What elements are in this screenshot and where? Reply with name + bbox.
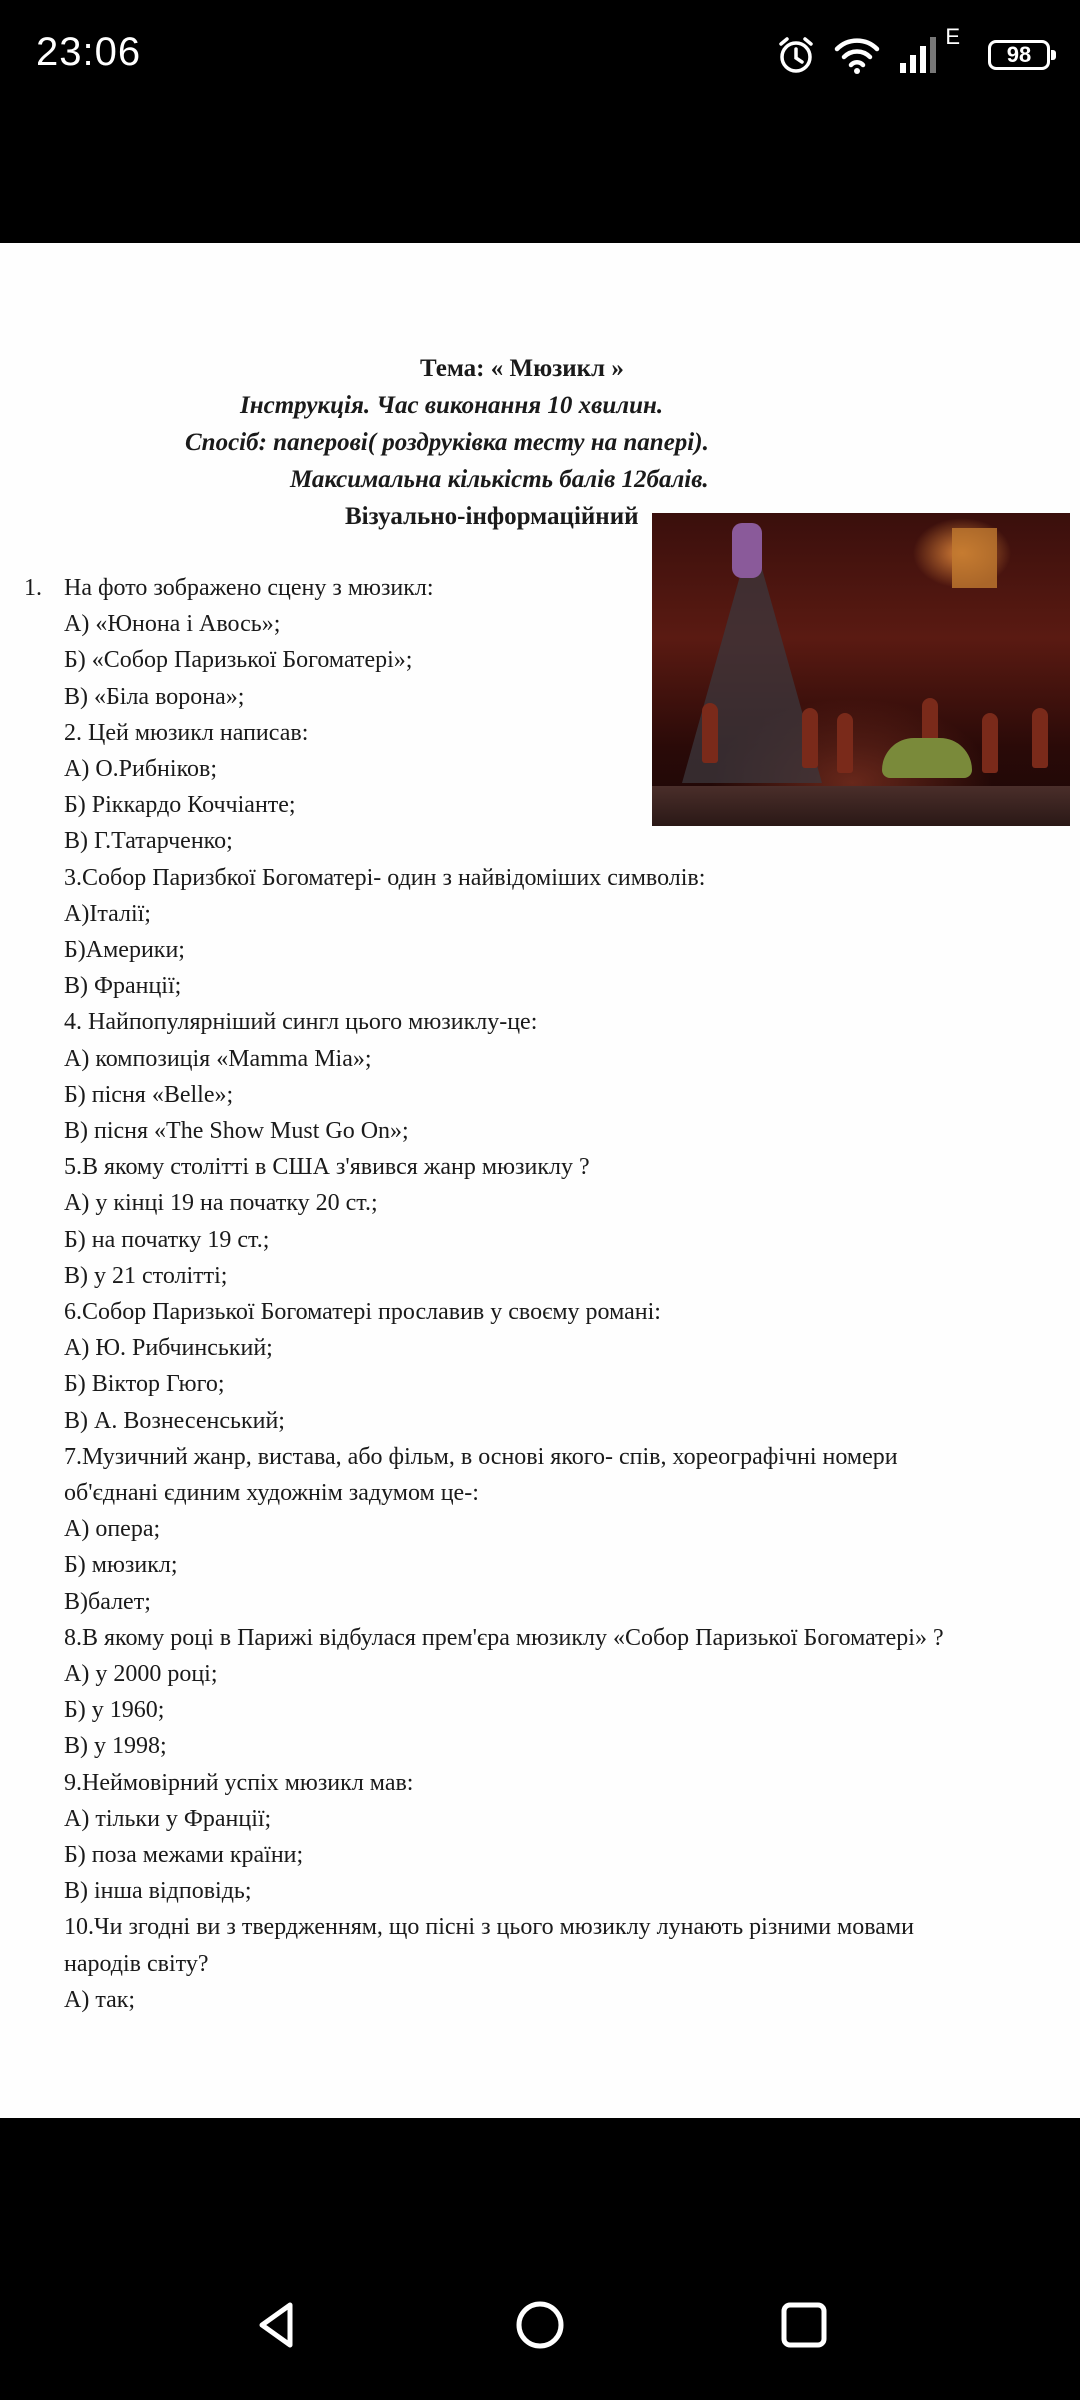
navigation-bar xyxy=(0,2118,1080,2400)
document-text-line: А) тільки у Франції; xyxy=(64,1806,272,1832)
header-type: Візуально-інформаційний xyxy=(345,503,639,530)
document-text-line: В) Г.Татарченко; xyxy=(64,828,233,854)
document-page xyxy=(0,243,1080,2118)
recents-button[interactable] xyxy=(774,2295,834,2355)
document-text-line: Б) у 1960; xyxy=(64,1697,165,1723)
home-circle-icon xyxy=(510,2295,570,2355)
document-text-line: В) Франції; xyxy=(64,973,182,999)
back-triangle-icon xyxy=(248,2295,308,2355)
recents-square-icon xyxy=(774,2295,834,2355)
document-text-line: 10.Чи згодні ви з твердженням, що пісні з цього мюзиклу лунають різними мовами xyxy=(64,1914,914,1940)
document-text-line: Б) поза межами країни; xyxy=(64,1842,304,1868)
document-text-line: 2. Цей мюзикл написав: xyxy=(64,720,309,746)
alarm-icon xyxy=(776,35,816,75)
document-text-line: В) А. Вознесенський; xyxy=(64,1408,285,1434)
header-instruction: Інструкція. Час виконання 10 хвилин. xyxy=(240,392,664,419)
musical-scene-photo xyxy=(652,513,1070,826)
document-text-line: В) у 21 столітті; xyxy=(64,1263,228,1289)
question-number-1: 1. xyxy=(24,575,42,601)
document-text-line: В)балет; xyxy=(64,1589,151,1615)
document-text-line: об'єднані єдиним художнім задумом це-: xyxy=(64,1480,479,1506)
document-text-line: 9.Неймовірний успіх мюзикл мав: xyxy=(64,1770,414,1796)
document-text-line: В) «Біла ворона»; xyxy=(64,684,245,710)
signal-icon xyxy=(898,35,938,75)
document-text-line: А) композиція «Mamma Mia»; xyxy=(64,1046,372,1072)
document-text-line: 3.Собор Паризбкої Богоматері- один з найвідоміших символів: xyxy=(64,865,706,891)
status-bar xyxy=(0,0,1080,110)
battery-icon: 98 xyxy=(988,40,1050,70)
document-text-line: А) так; xyxy=(64,1987,136,2013)
status-time: 23:06 xyxy=(36,30,142,74)
status-icons xyxy=(776,30,1050,80)
document-text-line: В) пісня «The Show Must Go On»; xyxy=(64,1118,409,1144)
document-text-line: 4. Найпопулярніший сингл цього мюзиклу-це: xyxy=(64,1009,538,1035)
header-max-score: Максимальна кількість балів 12балів. xyxy=(290,466,709,493)
document-text-line: 8.В якому році в Парижі відбулася прем'єра мюзиклу «Собор Паризької Богоматері» ? xyxy=(64,1625,944,1651)
document-text-line: А) опера; xyxy=(64,1516,161,1542)
document-text-line: А) у кінці 19 на початку 20 ст.; xyxy=(64,1190,378,1216)
document-text-line: Б)Америки; xyxy=(64,937,185,963)
document-text-line: А) у 2000 році; xyxy=(64,1661,218,1687)
document-text-line: Б) «Собор Паризької Богоматері»; xyxy=(64,647,413,673)
document-text-line: Б) мюзикл; xyxy=(64,1552,178,1578)
document-text-line: А) «Юнона і Авось»; xyxy=(64,611,281,637)
document-text-line: Б) пісня «Belle»; xyxy=(64,1082,234,1108)
document-text-line: народів світу? xyxy=(64,1951,209,1977)
question-text-line: На фото зображено сцену з мюзикл: xyxy=(64,575,434,601)
header-topic: Тема: « Мюзикл » xyxy=(420,355,624,382)
document-text-line: А) Ю. Рибчинський; xyxy=(64,1335,273,1361)
back-button[interactable] xyxy=(248,2295,308,2355)
home-button[interactable] xyxy=(510,2295,570,2355)
document-text-line: 7.Музичний жанр, вистава, або фільм, в основі якого- спів, хореографічні номери xyxy=(64,1444,898,1470)
document-text-line: В) інша відповідь; xyxy=(64,1878,252,1904)
document-text-line: 6.Собор Паризької Богоматері прославив у своєму романі: xyxy=(64,1299,661,1325)
wifi-icon xyxy=(834,35,880,75)
document-text-line: А) О.Рибніков; xyxy=(64,756,218,782)
document-text-line: Б) Віктор Гюго; xyxy=(64,1371,225,1397)
network-type-label: E xyxy=(945,24,960,49)
document-text-line: 5.В якому столітті в США з'явився жанр мюзиклу ? xyxy=(64,1154,590,1180)
document-text-line: Б) на початку 19 ст.; xyxy=(64,1227,270,1253)
document-text-line: В) у 1998; xyxy=(64,1733,167,1759)
header-method: Спосіб: паперові( роздруківка тесту на папері). xyxy=(185,429,709,456)
document-text-line: А)Італії; xyxy=(64,901,151,927)
document-text-line: Б) Ріккардо Коччіанте; xyxy=(64,792,296,818)
